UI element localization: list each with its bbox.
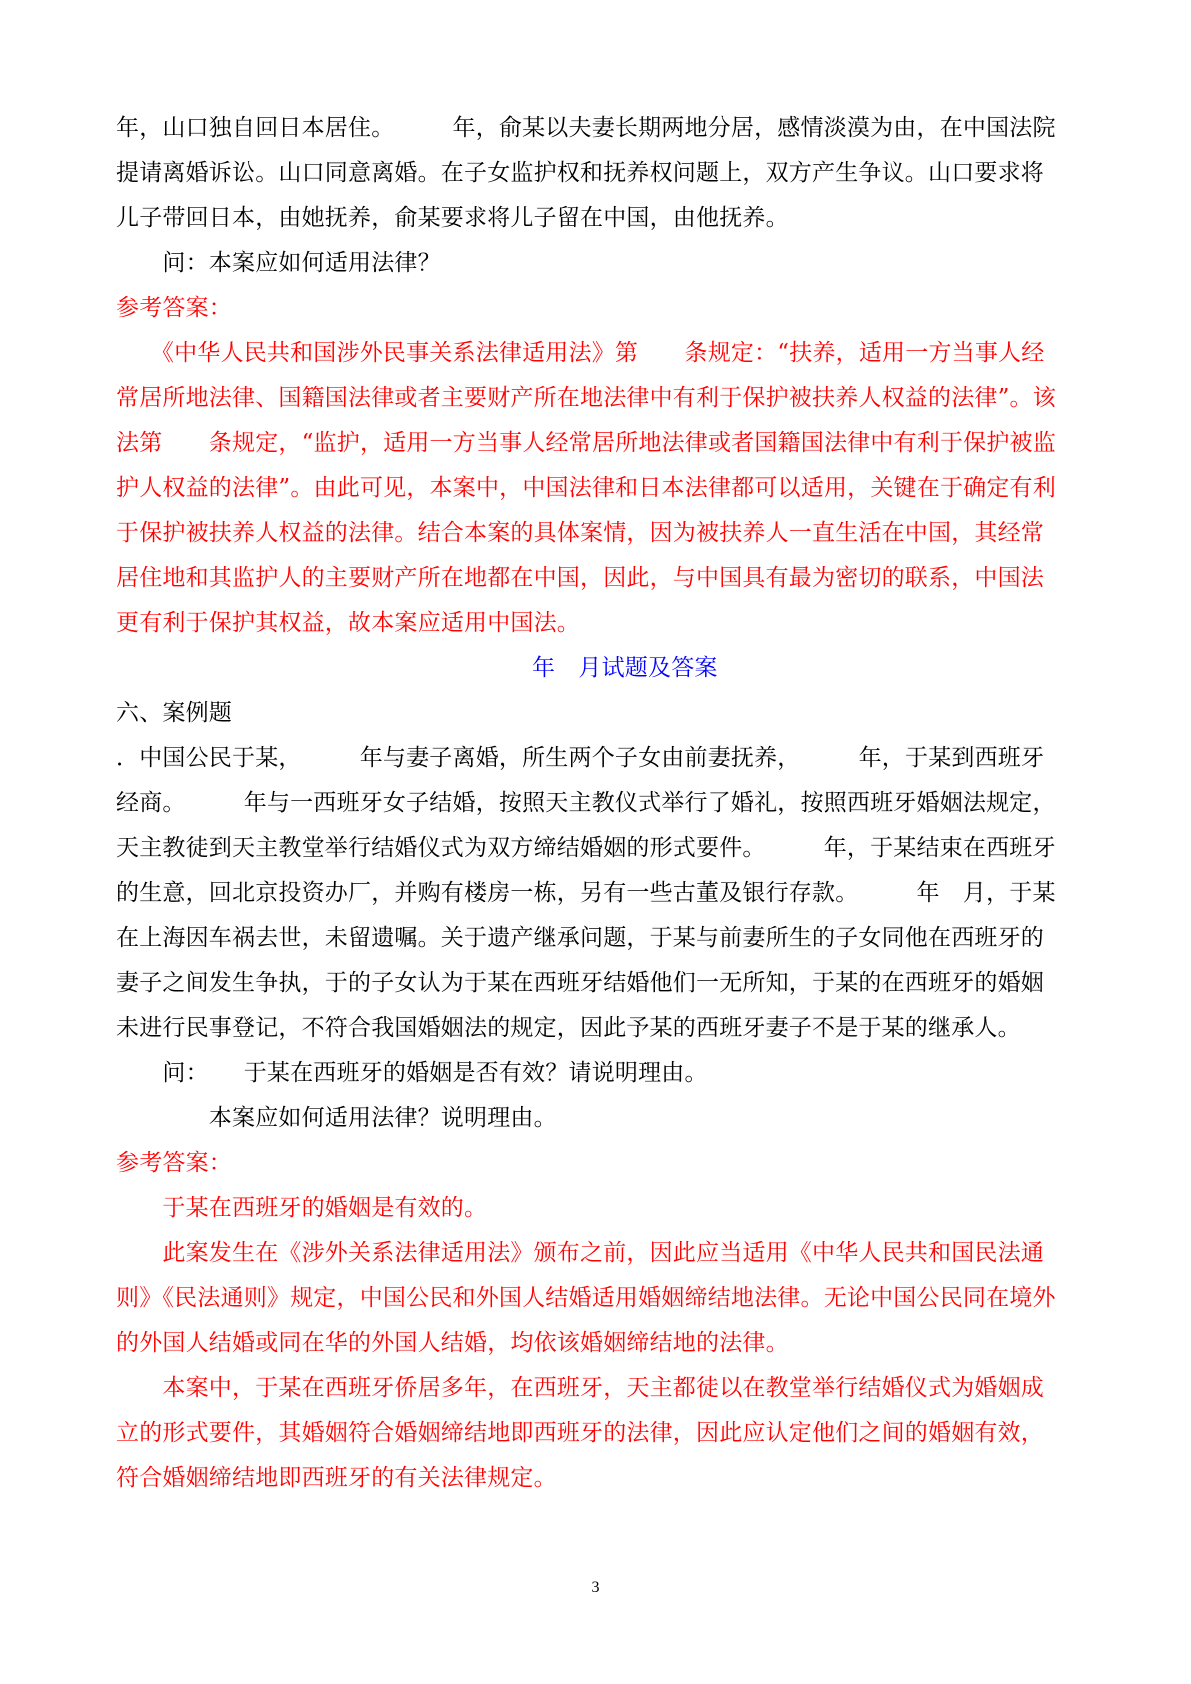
case-text-line: 的生意，回北京投资办厂，并购有楼房一栋，另有一些古董及银行存款。 年 月，于某 — [116, 880, 1056, 906]
case-text-line: 天主教徒到天主教堂举行结婚仪式为双方缔结婚姻的形式要件。 年，于某结束在西班牙 — [116, 835, 1056, 861]
case-text-line: 年，山口独自回日本居住。 年，俞某以夫妻长期两地分居，感情淡漠为由，在中国法院 — [116, 115, 1056, 141]
answer-text-line: 护人权益的法律”。由此可见，本案中，中国法律和日本法律都可以适用，关键在于确定有利 — [116, 475, 1056, 501]
answer-text-line: 《中华人民共和国涉外民事关系法律适用法》第 条规定：“扶养，适用一方当事人经 — [116, 340, 1045, 366]
reference-answer-label: 参考答案： — [116, 1150, 232, 1176]
case-text-line: ．中国公民于某， 年与妻子离婚，所生两个子女由前妻抚养， 年，于某到西班牙 — [116, 745, 1045, 771]
question-line: 本案应如何适用法律？说明理由。 — [116, 1105, 557, 1131]
case-text-line: 妻子之间发生争执，于的子女认为于某在西班牙结婚他们一无所知，于某的在西班牙的婚姻 — [116, 970, 1044, 996]
page-number: 3 — [591, 1579, 600, 1596]
section-title: 六、案例题 — [116, 700, 232, 726]
case-text-line: 未进行民事登记，不符合我国婚姻法的规定，因此予某的西班牙妻子不是于某的继承人。 — [116, 1015, 1021, 1041]
answer-text-line: 居住地和其监护人的主要财产所在地都在中国，因此，与中国具有最为密切的联系，中国法 — [116, 565, 1044, 591]
answer-text-line: 的外国人结婚或同在华的外国人结婚，均依该婚姻缔结地的法律。 — [116, 1330, 789, 1356]
answer-text-line: 此案发生在《涉外关系法律适用法》颁布之前，因此应当适用《中华人民共和国民法通 — [116, 1240, 1044, 1266]
answer-text-line: 常居所地法律、国籍国法律或者主要财产所在地法律中有利于保护被扶养人权益的法律”。该 — [116, 385, 1056, 411]
question-line: 问： 于某在西班牙的婚姻是否有效？请说明理由。 — [116, 1060, 708, 1086]
answer-text-line: 法第 条规定，“监护，适用一方当事人经常居所地法律或者国籍国法律中有利于保护被监 — [116, 430, 1056, 456]
answer-text-line: 则》《民法通则》规定，中国公民和外国人结婚适用婚姻缔结地法律。无论中国公民同在境外 — [116, 1285, 1056, 1311]
case-text-line: 在上海因车祸去世，未留遗嘱。关于遗产继承问题，于某与前妻所生的子女同他在西班牙的 — [116, 925, 1044, 951]
answer-text-line: 于某在西班牙的婚姻是有效的。 — [116, 1195, 488, 1221]
section-heading: 年 月试题及答案 — [532, 655, 718, 681]
answer-text-line: 本案中，于某在西班牙侨居多年，在西班牙，天主都徒以在教堂举行结婚仪式为婚姻成 — [116, 1375, 1044, 1401]
answer-text-line: 立的形式要件，其婚姻符合婚姻缔结地即西班牙的法律，因此应认定他们之间的婚姻有效， — [116, 1420, 1044, 1446]
case-text-line: 提请离婚诉讼。山口同意离婚。在子女监护权和抚养权问题上，双方产生争议。山口要求将 — [116, 160, 1044, 186]
answer-text-line: 符合婚姻缔结地即西班牙的有关法律规定。 — [116, 1465, 557, 1491]
answer-text-line: 于保护被扶养人权益的法律。结合本案的具体案情，因为被扶养人一直生活在中国，其经常 — [116, 520, 1044, 546]
answer-text-line: 更有利于保护其权益，故本案应适用中国法。 — [116, 610, 580, 636]
reference-answer-label: 参考答案： — [116, 295, 232, 321]
case-text-line: 儿子带回日本，由她抚养，俞某要求将儿子留在中国，由他抚养。 — [116, 205, 789, 231]
case-text-line: 经商。 年与一西班牙女子结婚，按照天主教仪式举行了婚礼，按照西班牙婚姻法规定， — [116, 790, 1056, 816]
question-line: 问：本案应如何适用法律？ — [116, 250, 441, 276]
